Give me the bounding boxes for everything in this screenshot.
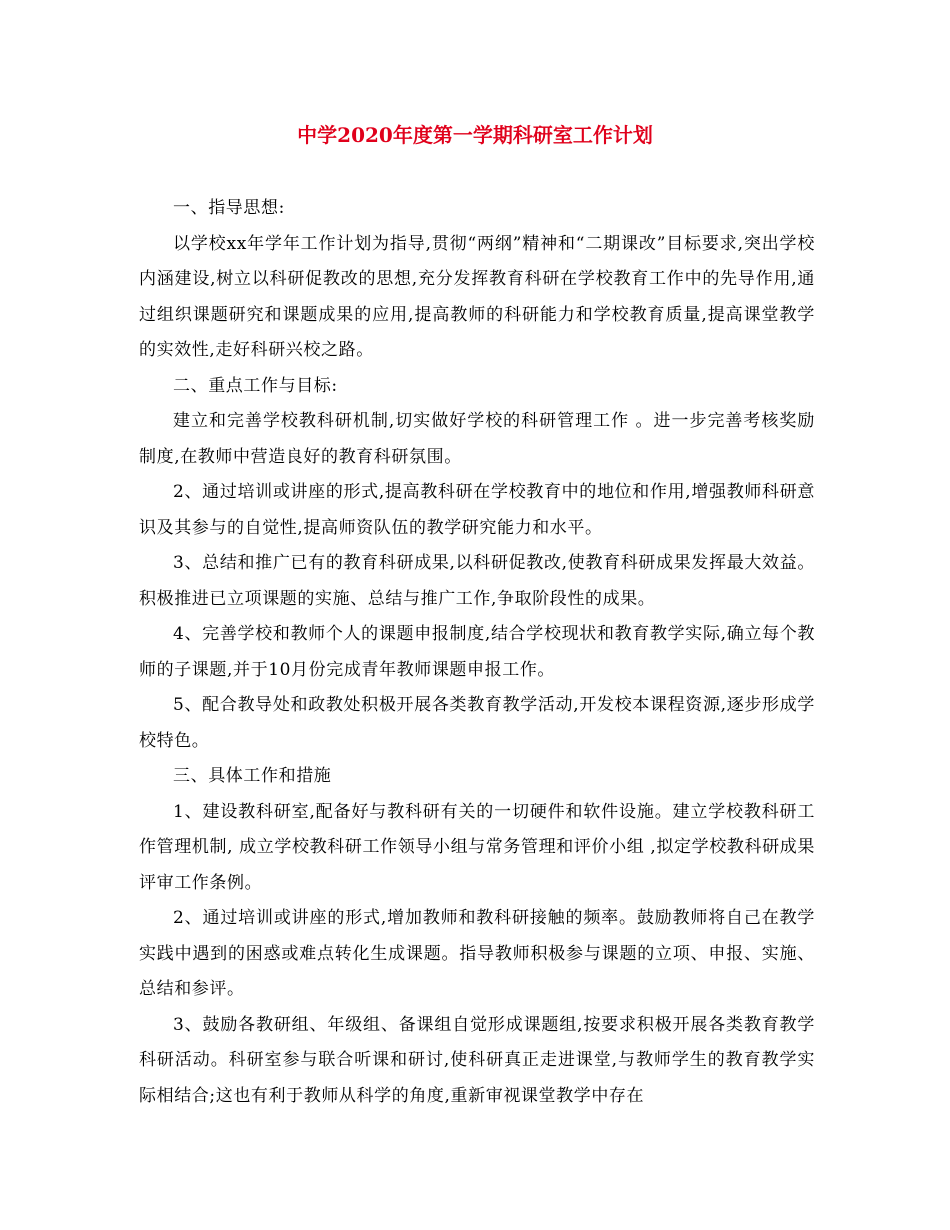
document-body (139, 191, 815, 1114)
paragraph: 3、总结和推广已有的教育科研成果,以科研促教改,使教育科研成果发挥最大效益。积极推进已立项课题的实施、总结与推广工作,争取阶段性的成果。 (139, 553, 815, 609)
section-heading-measures: 三、具体工作和措施 (173, 766, 332, 786)
paragraph: 1、建设教科研室,配备好与教科研有关的一切硬件和软件设施。建立学校教科研工作管理机制, 成立学校教科研工作领导小组与常务管理和评价小组 ,拟定学校教科研成果评审工作条例。 (139, 801, 815, 893)
section-heading-key-work: 二、重点工作与目标: (173, 375, 338, 396)
paragraph: 5、配合教导处和政教处积极开展各类教育教学活动,开发校本课程资源,逐步形成学校特色。 (139, 695, 815, 751)
paragraph: 建立和完善学校教科研机制,切实做好学校的科研管理工作 。进一步完善考核奖励制度,在教师中营造良好的教育科研氛围。 (139, 411, 815, 467)
section-heading-guiding-ideology: 一、指导思想: (173, 198, 285, 218)
paragraph: 以学校xx年学年工作计划为指导,贯彻“两纲”精神和“二期课改”目标要求,突出学校内涵建设,树立以科研促教改的思想,充分发挥教育科研在学校教育工作中的先导作用,通过组织课题研究和课题成果的应用,提高教师的科研能力和学校教育质量,提高课堂教学的实效性,走好科研兴校之路。 (139, 233, 815, 360)
document-title: 中学2020年度第一学期科研室工作计划 (297, 123, 653, 147)
paragraph: 4、完善学校和教师个人的课题申报制度,结合学校现状和教育教学实际,确立每个教师的子课题,并于10月份完成青年教师课题申报工作。 (139, 624, 815, 680)
paragraph: 2、通过培训或讲座的形式,提高教科研在学校教育中的地位和作用,增强教师科研意识及其参与的自觉性,提高师资队伍的教学研究能力和水平。 (139, 482, 815, 538)
paragraph: 2、通过培训或讲座的形式,增加教师和教科研接触的频率。鼓励教师将自己在教学实践中遇到的困惑或难点转化生成课题。指导教师积极参与课题的立项、申报、实施、总结和参评。 (139, 908, 815, 999)
paragraph: 3、鼓励各教研组、年级组、备课组自觉形成课题组,按要求积极开展各类教育教学科研活动。科研室参与联合听课和研讨,使科研真正走进课堂,与教师学生的教育教学实际相结合;这也有利于教师从科学的角度,重新审视课堂教学中存在 (139, 1014, 815, 1106)
